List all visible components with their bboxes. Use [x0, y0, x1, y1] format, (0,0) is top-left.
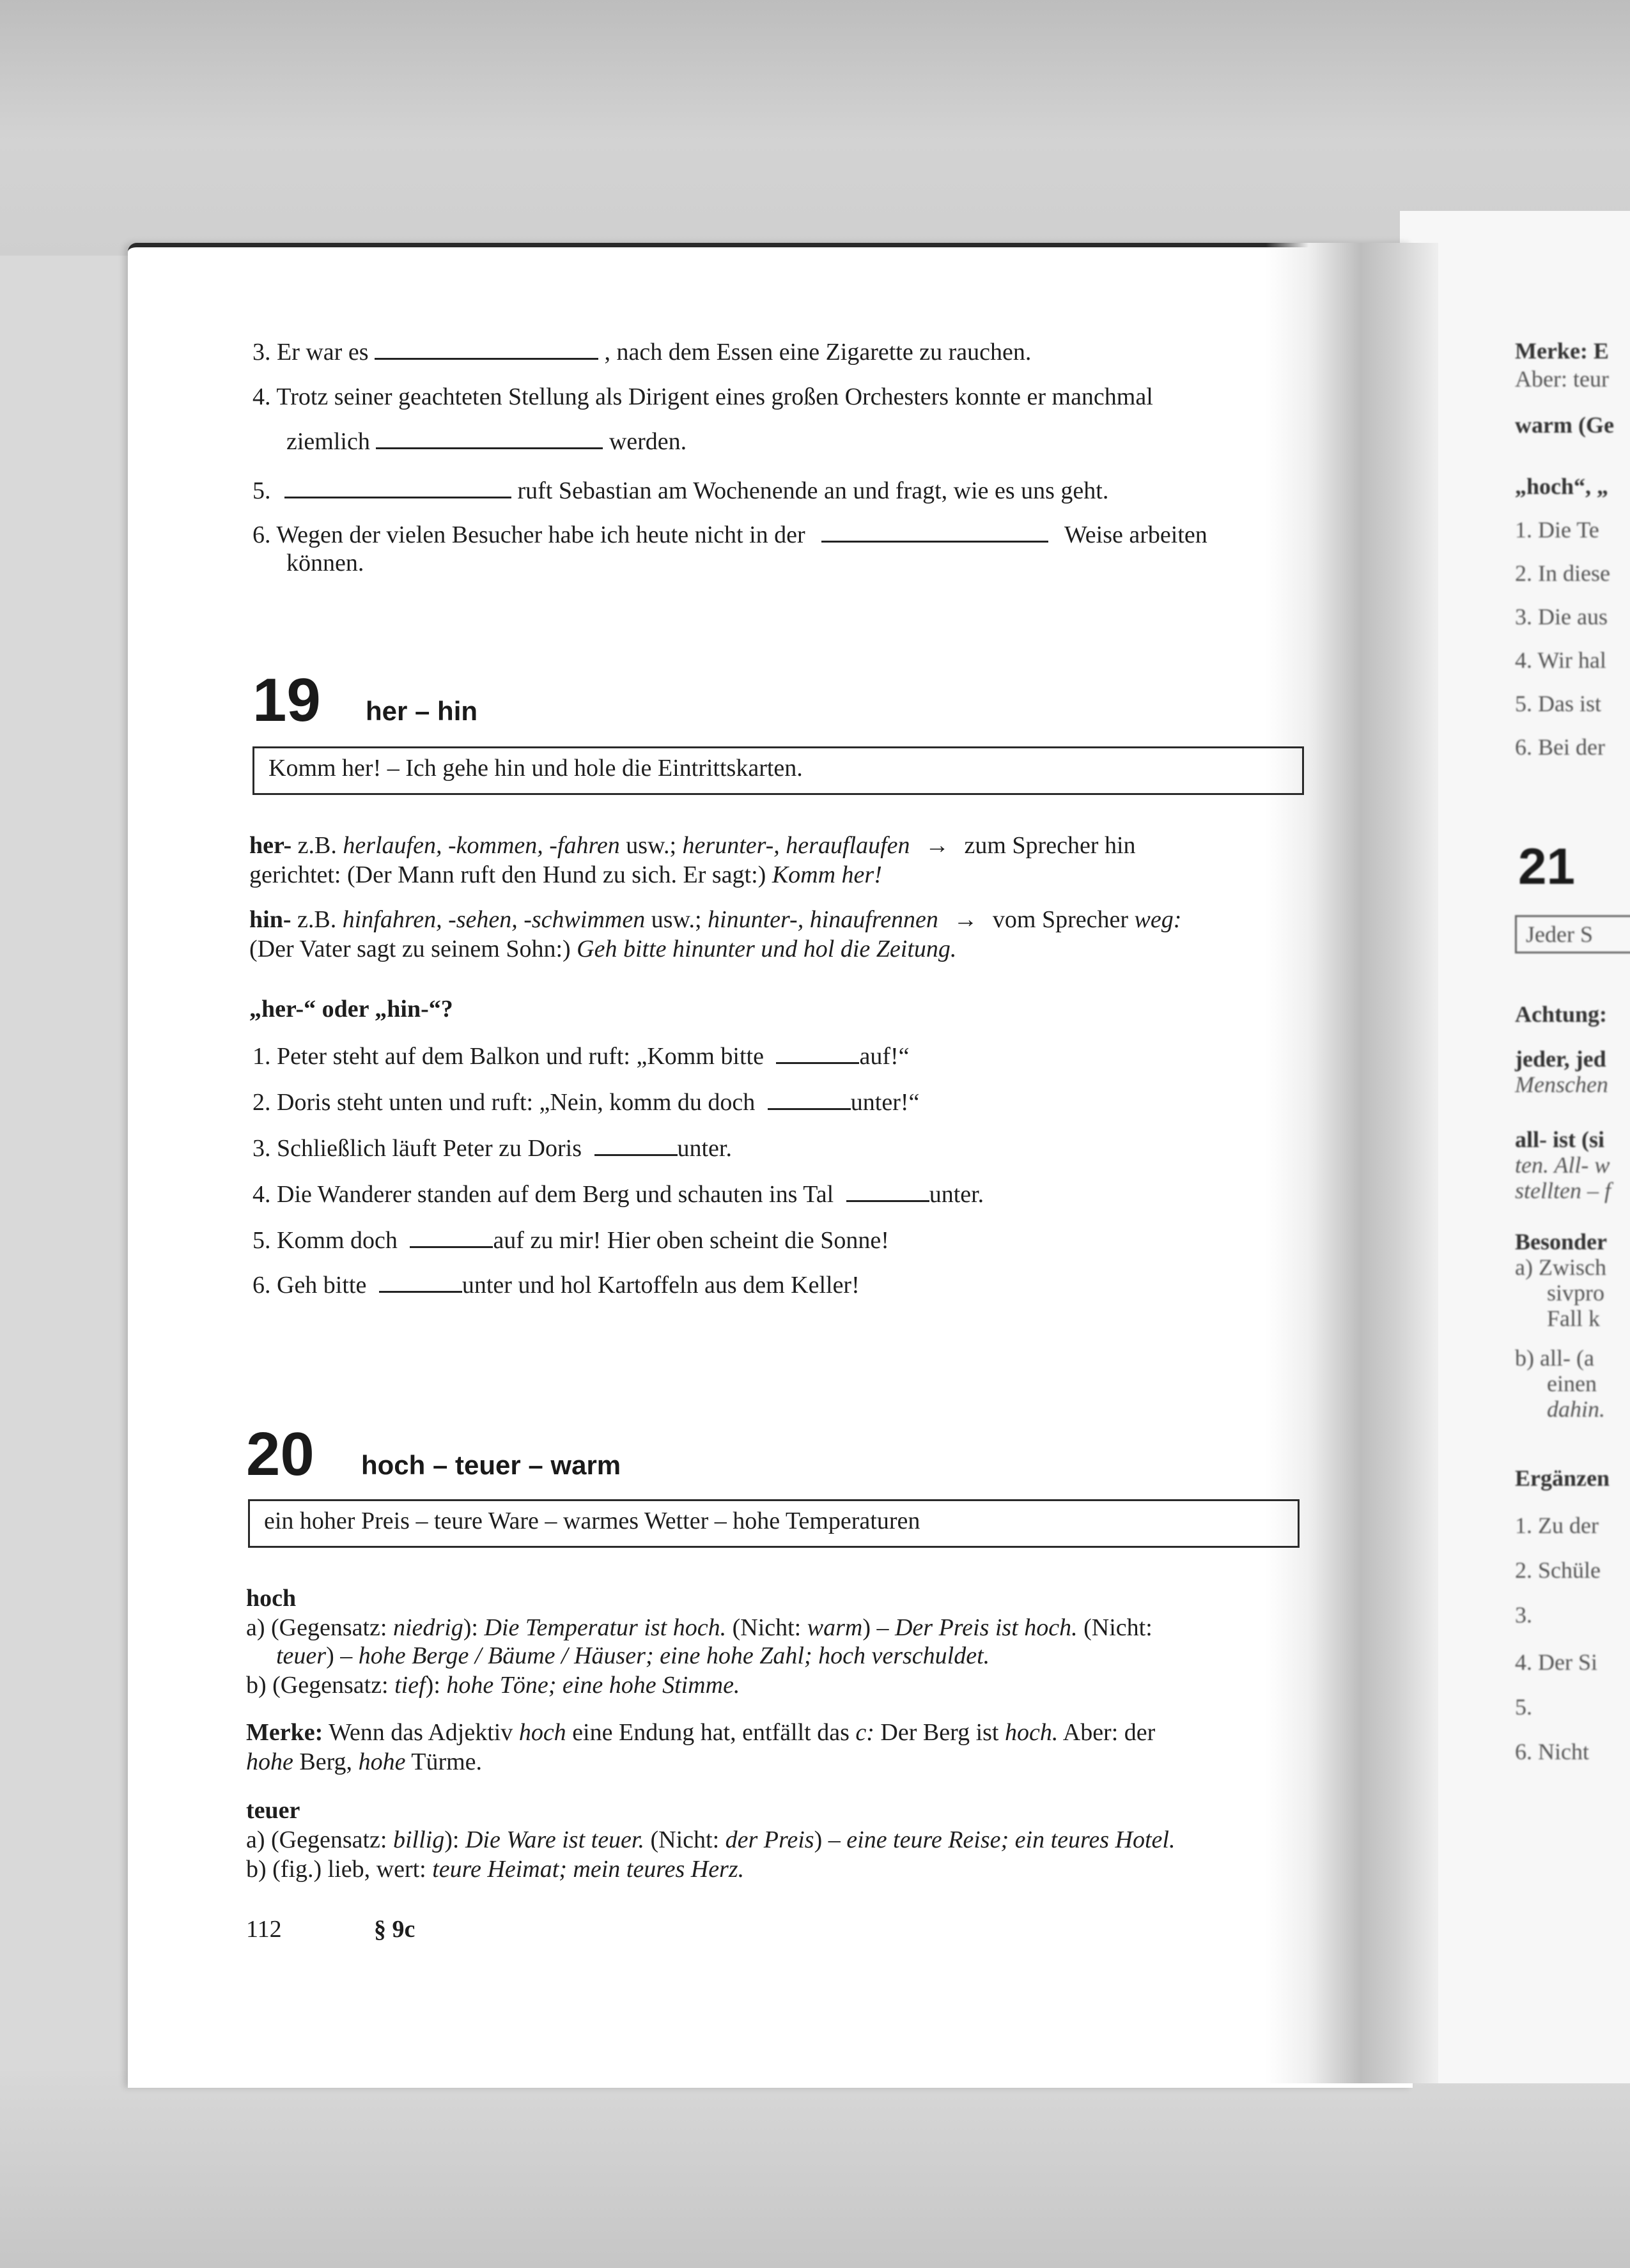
right-page-line: 5. Das ist — [1515, 691, 1601, 716]
teuer-a: a) (Gegensatz: billig): Die Ware ist teuer. (Nicht: der Preis) – eine teure Reise; ein teures Hotel. — [246, 1826, 1176, 1853]
answer-blank[interactable] — [410, 1227, 493, 1248]
exercise-item-6-line1: 6. Wegen der vielen Besucher habe ich heute nicht in der Weise arbeiten — [252, 521, 1207, 548]
right-page-line: 1. Die Te — [1515, 517, 1599, 543]
scanner-shadow-top — [0, 0, 1630, 256]
answer-blank[interactable] — [379, 1272, 462, 1293]
right-page-line: 2. In diese — [1515, 560, 1610, 586]
right-example-box: Jeder S — [1515, 915, 1630, 953]
answer-blank[interactable] — [375, 339, 598, 360]
right-page-line: einen — [1547, 1371, 1597, 1396]
her-definition-line2: gerichtet: (Der Mann ruft den Hund zu sich. Er sagt:) Komm her! — [249, 861, 882, 888]
exercise-item-4-line2: ziemlich werden. — [286, 428, 687, 455]
right-page-line: 2. Schüle — [1515, 1557, 1601, 1583]
right-page-line: Merke: E — [1515, 338, 1609, 364]
merke-line1: Merke: Wenn das Adjektiv hoch eine Endung hat, entfällt das c: Der Berg ist hoch. Aber: der — [246, 1719, 1156, 1746]
section-title-19: her – hin — [366, 696, 478, 726]
section-number-20: 20 — [246, 1420, 314, 1488]
section-number-19: 19 — [252, 666, 321, 734]
hoch-heading: hoch — [246, 1585, 297, 1612]
section-title-20: hoch – teuer – warm — [361, 1450, 621, 1480]
right-page-line: 6. Nicht — [1515, 1739, 1589, 1764]
right-page-line: Achtung: — [1515, 1001, 1608, 1027]
example-box-19: Komm her! – Ich gehe hin und hole die Eintrittskarten. — [252, 746, 1304, 795]
book-gutter — [1266, 243, 1438, 2083]
right-page-line: Ergänzen — [1515, 1465, 1610, 1491]
her-hin-item-3: 3. Schließlich läuft Peter zu Doris unter. — [252, 1135, 732, 1162]
page-number: 112 — [246, 1916, 282, 1943]
paragraph-reference: § 9c — [374, 1916, 415, 1943]
right-section-number-21: 21 — [1518, 838, 1575, 895]
right-page-line: 6. Bei der — [1515, 734, 1605, 760]
answer-blank[interactable] — [776, 1043, 859, 1064]
right-page-line: dahin. — [1547, 1396, 1606, 1422]
right-page-line: „hoch“, „ — [1515, 474, 1609, 499]
answer-blank[interactable] — [376, 428, 603, 449]
teuer-b: b) (fig.) lieb, wert: teure Heimat; mein teures Herz. — [246, 1856, 745, 1883]
right-page-line: 4. Wir hal — [1515, 647, 1606, 673]
answer-blank[interactable] — [821, 521, 1048, 543]
hin-definition-line2: (Der Vater sagt zu seinem Sohn:) Geh bitte hinunter und hol die Zeitung. — [249, 936, 957, 962]
right-page-line: 3. Die aus — [1515, 604, 1608, 629]
answer-blank[interactable] — [284, 477, 511, 498]
answer-blank[interactable] — [594, 1135, 678, 1156]
her-hin-item-5: 5. Komm doch auf zu mir! Hier oben scheint die Sonne! — [252, 1227, 889, 1254]
exercise-item-6-line2: können. — [286, 550, 364, 576]
merke-line2: hohe Berg, hohe Türme. — [246, 1748, 483, 1775]
teuer-heading: teuer — [246, 1797, 300, 1824]
right-page-line: a) Zwisch — [1515, 1254, 1606, 1280]
example-box-20: ein hoher Preis – teure Ware – warmes Wetter – hohe Temperaturen — [248, 1499, 1300, 1548]
hoch-a-line1: a) (Gegensatz: niedrig): Die Temperatur ist hoch. (Nicht: warm) – Der Preis ist hoch. (Nicht: — [246, 1614, 1153, 1641]
right-page-line: all- ist (si — [1515, 1127, 1604, 1152]
right-page-line: 5. — [1515, 1694, 1532, 1720]
hoch-a-line2: teuer) – hohe Berge / Bäume / Häuser; eine hohe Zahl; hoch verschuldet. — [276, 1642, 990, 1669]
her-hin-item-1: 1. Peter steht auf dem Balkon und ruft: „Komm bitte auf!“ — [252, 1043, 910, 1070]
scanner-shadow-bottom — [0, 2071, 1630, 2268]
right-page-line: stellten – f — [1515, 1178, 1611, 1203]
right-page-line: Fall k — [1547, 1306, 1601, 1331]
right-page-line: b) all- (a — [1515, 1345, 1594, 1371]
right-page-line: ten. All- w — [1515, 1152, 1610, 1178]
her-hin-item-2: 2. Doris steht unten und ruft: „Nein, komm du doch unter!“ — [252, 1089, 920, 1116]
right-page-line: Menschen — [1515, 1072, 1608, 1097]
right-page-line: 4. Der Si — [1515, 1649, 1597, 1675]
exercise-item-5: 5. ruft Sebastian am Wochenende an und fragt, wie es uns geht. — [252, 477, 1109, 504]
right-page-line: sivpro — [1547, 1280, 1604, 1306]
arrow-icon: → — [925, 832, 949, 859]
hoch-b: b) (Gegensatz: tief): hohe Töne; eine hohe Stimme. — [246, 1672, 740, 1699]
exercise-item-3: 3. Er war es , nach dem Essen eine Zigarette zu rauchen. — [252, 339, 1032, 366]
hin-definition-line1: hin- z.B. hinfahren, -sehen, -schwimmen usw.; hinunter-, hinaufrennen → vom Sprecher weg: — [249, 906, 1182, 933]
right-page-line: Aber: teur — [1515, 366, 1609, 392]
right-page-line: 1. Zu der — [1515, 1513, 1599, 1538]
right-page-line: Besonder — [1515, 1229, 1607, 1254]
right-page-line: 3. — [1515, 1602, 1532, 1628]
her-definition-line1: her- z.B. herlaufen, -kommen, -fahren usw.; herunter-, herauflaufen → zum Sprecher hin — [249, 832, 1136, 859]
exercise-heading-19: „her-“ oder „hin-“? — [249, 996, 453, 1022]
her-hin-item-6: 6. Geh bitte unter und hol Kartoffeln aus dem Keller! — [252, 1272, 860, 1299]
answer-blank[interactable] — [846, 1181, 929, 1202]
right-page-line: warm (Ge — [1515, 412, 1614, 438]
arrow-icon: → — [953, 906, 978, 933]
exercise-item-4-line1: 4. Trotz seiner geachteten Stellung als Dirigent eines großen Orchesters konnte er manchmal — [252, 383, 1153, 410]
her-hin-item-4: 4. Die Wanderer standen auf dem Berg und schauten ins Tal unter. — [252, 1181, 984, 1208]
right-page-line: jeder, jed — [1515, 1046, 1606, 1072]
answer-blank[interactable] — [768, 1089, 851, 1110]
